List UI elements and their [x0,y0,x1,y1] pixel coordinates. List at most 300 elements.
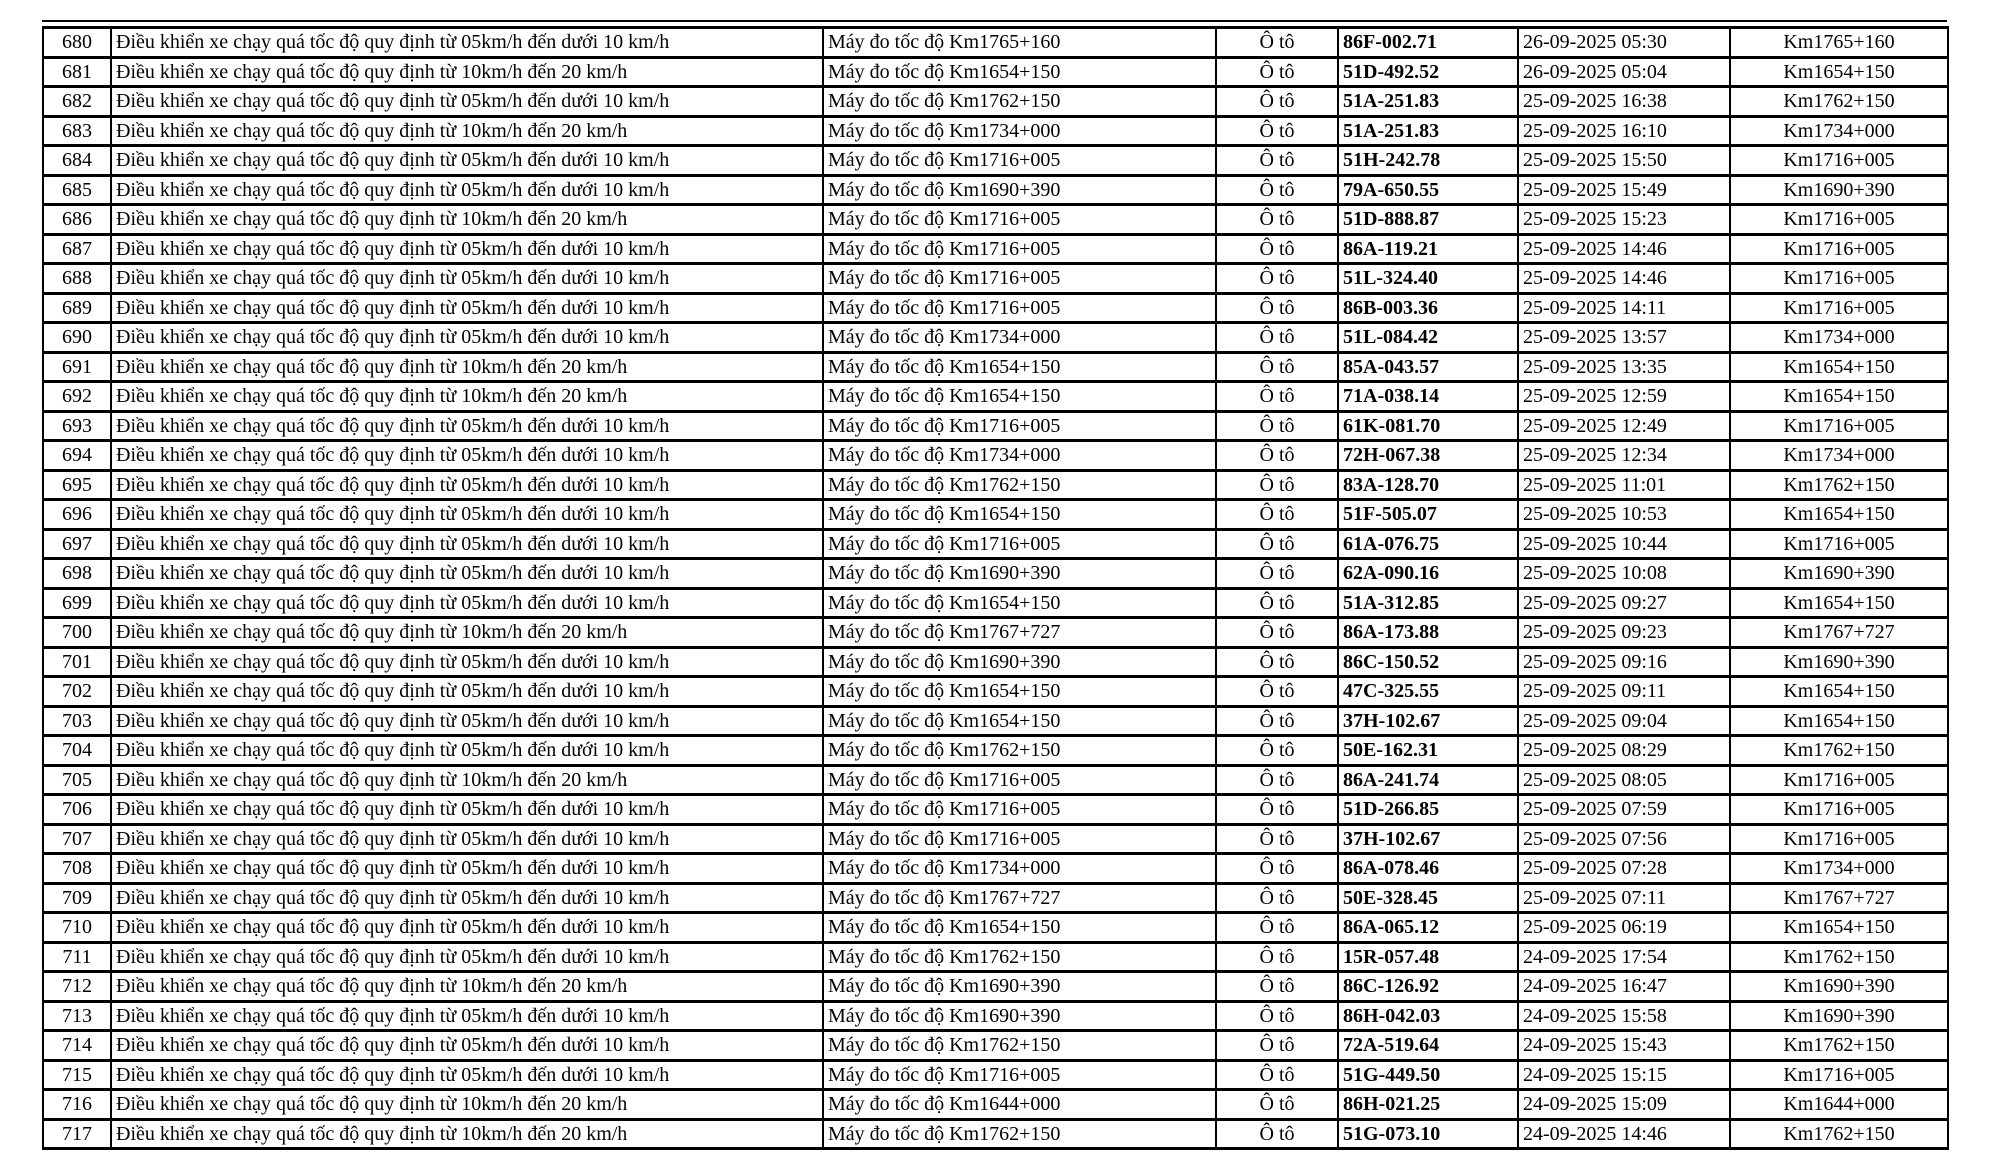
cell-row-number: 702 [43,677,111,707]
cell-violation-description: Điều khiển xe chạy quá tốc độ quy định từ 05km/h đến dưới 10 km/h [111,559,823,589]
cell-location: Km1690+390 [1730,559,1948,589]
cell-speed-device: Máy đo tốc độ Km1767+727 [823,618,1216,648]
cell-violation-datetime: 25-09-2025 15:50 [1518,146,1730,176]
cell-violation-description: Điều khiển xe chạy quá tốc độ quy định từ 05km/h đến dưới 10 km/h [111,677,823,707]
cell-violation-datetime: 25-09-2025 08:05 [1518,765,1730,795]
table-row [43,529,1948,559]
cell-violation-datetime: 26-09-2025 05:04 [1518,57,1730,87]
cell-license-plate: 37H-102.67 [1338,824,1518,854]
cell-row-number: 715 [43,1060,111,1090]
cell-violation-description: Điều khiển xe chạy quá tốc độ quy định từ 05km/h đến dưới 10 km/h [111,824,823,854]
cell-license-plate: 51H-242.78 [1338,146,1518,176]
cell-location: Km1762+150 [1730,87,1948,117]
cell-violation-description: Điều khiển xe chạy quá tốc độ quy định từ 05km/h đến dưới 10 km/h [111,795,823,825]
cell-speed-device: Máy đo tốc độ Km1654+150 [823,913,1216,943]
cell-license-plate: 51G-449.50 [1338,1060,1518,1090]
cell-location: Km1762+150 [1730,942,1948,972]
table-row [43,411,1948,441]
cell-violation-description: Điều khiển xe chạy quá tốc độ quy định từ 10km/h đến 20 km/h [111,382,823,412]
cell-location: Km1716+005 [1730,293,1948,323]
cell-vehicle-type: Ô tô [1216,736,1338,766]
cell-row-number: 693 [43,411,111,441]
cell-vehicle-type: Ô tô [1216,913,1338,943]
cell-vehicle-type: Ô tô [1216,116,1338,146]
cell-violation-datetime: 25-09-2025 10:53 [1518,500,1730,530]
table-row [43,647,1948,677]
cell-license-plate: 47C-325.55 [1338,677,1518,707]
cell-violation-description: Điều khiển xe chạy quá tốc độ quy định từ 05km/h đến dưới 10 km/h [111,500,823,530]
cell-speed-device: Máy đo tốc độ Km1716+005 [823,205,1216,235]
cell-license-plate: 51F-505.07 [1338,500,1518,530]
cell-violation-datetime: 25-09-2025 09:04 [1518,706,1730,736]
cell-speed-device: Máy đo tốc độ Km1762+150 [823,942,1216,972]
cell-row-number: 716 [43,1090,111,1120]
cell-row-number: 682 [43,87,111,117]
cell-violation-datetime: 25-09-2025 07:59 [1518,795,1730,825]
cell-speed-device: Máy đo tốc độ Km1690+390 [823,1001,1216,1031]
table-row [43,234,1948,264]
cell-vehicle-type: Ô tô [1216,647,1338,677]
cell-violation-datetime: 25-09-2025 10:44 [1518,529,1730,559]
cell-license-plate: 50E-162.31 [1338,736,1518,766]
cell-violation-description: Điều khiển xe chạy quá tốc độ quy định từ 05km/h đến dưới 10 km/h [111,854,823,884]
cell-speed-device: Máy đo tốc độ Km1762+150 [823,470,1216,500]
cell-license-plate: 51D-492.52 [1338,57,1518,87]
cell-speed-device: Máy đo tốc độ Km1644+000 [823,1090,1216,1120]
cell-speed-device: Máy đo tốc độ Km1716+005 [823,264,1216,294]
cell-violation-description: Điều khiển xe chạy quá tốc độ quy định từ 05km/h đến dưới 10 km/h [111,706,823,736]
table-row [43,323,1948,353]
cell-row-number: 680 [43,28,111,58]
cell-speed-device: Máy đo tốc độ Km1690+390 [823,972,1216,1002]
cell-license-plate: 15R-057.48 [1338,942,1518,972]
cell-speed-device: Máy đo tốc độ Km1762+150 [823,736,1216,766]
cell-row-number: 714 [43,1031,111,1061]
cell-row-number: 689 [43,293,111,323]
cell-violation-description: Điều khiển xe chạy quá tốc độ quy định từ 05km/h đến dưới 10 km/h [111,293,823,323]
cell-row-number: 697 [43,529,111,559]
cell-vehicle-type: Ô tô [1216,205,1338,235]
cell-license-plate: 86C-150.52 [1338,647,1518,677]
table-row [43,470,1948,500]
cell-location: Km1734+000 [1730,854,1948,884]
table-row [43,1060,1948,1090]
cell-row-number: 687 [43,234,111,264]
cell-speed-device: Máy đo tốc độ Km1690+390 [823,647,1216,677]
cell-violation-datetime: 25-09-2025 15:23 [1518,205,1730,235]
cell-license-plate: 72A-519.64 [1338,1031,1518,1061]
cell-violation-description: Điều khiển xe chạy quá tốc độ quy định từ 05km/h đến dưới 10 km/h [111,146,823,176]
cell-violation-description: Điều khiển xe chạy quá tốc độ quy định từ 05km/h đến dưới 10 km/h [111,264,823,294]
cell-violation-datetime: 25-09-2025 14:11 [1518,293,1730,323]
cell-license-plate: 50E-328.45 [1338,883,1518,913]
cell-speed-device: Máy đo tốc độ Km1654+150 [823,352,1216,382]
cell-violation-datetime: 24-09-2025 16:47 [1518,972,1730,1002]
cell-location: Km1716+005 [1730,411,1948,441]
table-row [43,264,1948,294]
cell-vehicle-type: Ô tô [1216,824,1338,854]
cell-violation-datetime: 25-09-2025 12:49 [1518,411,1730,441]
cell-vehicle-type: Ô tô [1216,706,1338,736]
cell-violation-datetime: 25-09-2025 06:19 [1518,913,1730,943]
cell-location: Km1690+390 [1730,647,1948,677]
cell-speed-device: Máy đo tốc độ Km1716+005 [823,293,1216,323]
cell-row-number: 717 [43,1119,111,1149]
cell-location: Km1654+150 [1730,352,1948,382]
table-row [43,175,1948,205]
cell-speed-device: Máy đo tốc độ Km1654+150 [823,677,1216,707]
cell-row-number: 698 [43,559,111,589]
cell-license-plate: 61A-076.75 [1338,529,1518,559]
cell-row-number: 708 [43,854,111,884]
cell-license-plate: 86A-119.21 [1338,234,1518,264]
table-row [43,706,1948,736]
cell-violation-datetime: 24-09-2025 15:58 [1518,1001,1730,1031]
cell-license-plate: 79A-650.55 [1338,175,1518,205]
cell-violation-datetime: 24-09-2025 15:15 [1518,1060,1730,1090]
cell-violation-datetime: 24-09-2025 15:09 [1518,1090,1730,1120]
cell-violation-datetime: 24-09-2025 17:54 [1518,942,1730,972]
table-row [43,293,1948,323]
cell-row-number: 711 [43,942,111,972]
cell-violation-description: Điều khiển xe chạy quá tốc độ quy định từ 05km/h đến dưới 10 km/h [111,1031,823,1061]
cell-license-plate: 51L-084.42 [1338,323,1518,353]
cell-row-number: 691 [43,352,111,382]
cell-row-number: 684 [43,146,111,176]
cell-location: Km1716+005 [1730,234,1948,264]
cell-vehicle-type: Ô tô [1216,352,1338,382]
table-row [43,618,1948,648]
cell-vehicle-type: Ô tô [1216,677,1338,707]
table-row [43,1031,1948,1061]
cell-violation-description: Điều khiển xe chạy quá tốc độ quy định từ 05km/h đến dưới 10 km/h [111,529,823,559]
cell-vehicle-type: Ô tô [1216,765,1338,795]
table-row [43,1001,1948,1031]
cell-violation-description: Điều khiển xe chạy quá tốc độ quy định từ 10km/h đến 20 km/h [111,618,823,648]
cell-violation-datetime: 25-09-2025 16:38 [1518,87,1730,117]
table-row [43,205,1948,235]
cell-location: Km1767+727 [1730,883,1948,913]
cell-violation-datetime: 25-09-2025 09:23 [1518,618,1730,648]
cell-speed-device: Máy đo tốc độ Km1716+005 [823,765,1216,795]
table-row [43,854,1948,884]
cell-vehicle-type: Ô tô [1216,234,1338,264]
cell-violation-datetime: 25-09-2025 13:57 [1518,323,1730,353]
table-row [43,736,1948,766]
cell-violation-datetime: 25-09-2025 10:08 [1518,559,1730,589]
cell-location: Km1654+150 [1730,57,1948,87]
cell-location: Km1690+390 [1730,972,1948,1002]
cell-vehicle-type: Ô tô [1216,559,1338,589]
cell-location: Km1734+000 [1730,116,1948,146]
table-row [43,824,1948,854]
cell-violation-description: Điều khiển xe chạy quá tốc độ quy định từ 10km/h đến 20 km/h [111,57,823,87]
cell-row-number: 707 [43,824,111,854]
cell-speed-device: Máy đo tốc độ Km1654+150 [823,382,1216,412]
cell-vehicle-type: Ô tô [1216,146,1338,176]
cell-speed-device: Máy đo tốc độ Km1762+150 [823,87,1216,117]
cell-violation-datetime: 25-09-2025 09:27 [1518,588,1730,618]
cell-violation-description: Điều khiển xe chạy quá tốc độ quy định từ 05km/h đến dưới 10 km/h [111,411,823,441]
cell-license-plate: 51D-888.87 [1338,205,1518,235]
cell-speed-device: Máy đo tốc độ Km1767+727 [823,883,1216,913]
cell-violation-datetime: 25-09-2025 08:29 [1518,736,1730,766]
table-row [43,500,1948,530]
table-row [43,382,1948,412]
cell-violation-datetime: 25-09-2025 09:16 [1518,647,1730,677]
cell-row-number: 703 [43,706,111,736]
cell-violation-description: Điều khiển xe chạy quá tốc độ quy định từ 10km/h đến 20 km/h [111,1119,823,1149]
cell-vehicle-type: Ô tô [1216,441,1338,471]
cell-violation-description: Điều khiển xe chạy quá tốc độ quy định từ 10km/h đến 20 km/h [111,1090,823,1120]
cell-speed-device: Máy đo tốc độ Km1716+005 [823,529,1216,559]
cell-vehicle-type: Ô tô [1216,87,1338,117]
cell-location: Km1690+390 [1730,1001,1948,1031]
cell-location: Km1716+005 [1730,795,1948,825]
cell-violation-datetime: 25-09-2025 14:46 [1518,264,1730,294]
cell-speed-device: Máy đo tốc độ Km1654+150 [823,706,1216,736]
cell-vehicle-type: Ô tô [1216,175,1338,205]
cell-vehicle-type: Ô tô [1216,883,1338,913]
cell-violation-description: Điều khiển xe chạy quá tốc độ quy định từ 05km/h đến dưới 10 km/h [111,883,823,913]
cell-license-plate: 85A-043.57 [1338,352,1518,382]
cell-speed-device: Máy đo tốc độ Km1762+150 [823,1119,1216,1149]
cell-violation-description: Điều khiển xe chạy quá tốc độ quy định từ 05km/h đến dưới 10 km/h [111,175,823,205]
cell-location: Km1654+150 [1730,382,1948,412]
cell-row-number: 696 [43,500,111,530]
table-row [43,765,1948,795]
cell-location: Km1716+005 [1730,146,1948,176]
cell-location: Km1716+005 [1730,824,1948,854]
table-row [43,146,1948,176]
cell-location: Km1765+160 [1730,28,1948,58]
cell-speed-device: Máy đo tốc độ Km1716+005 [823,824,1216,854]
cell-row-number: 712 [43,972,111,1002]
cell-violation-description: Điều khiển xe chạy quá tốc độ quy định từ 10km/h đến 20 km/h [111,765,823,795]
cell-row-number: 683 [43,116,111,146]
cell-row-number: 695 [43,470,111,500]
cell-violation-description: Điều khiển xe chạy quá tốc độ quy định từ 05km/h đến dưới 10 km/h [111,736,823,766]
cell-location: Km1762+150 [1730,1031,1948,1061]
cell-location: Km1762+150 [1730,736,1948,766]
cell-location: Km1716+005 [1730,529,1948,559]
cell-speed-device: Máy đo tốc độ Km1734+000 [823,854,1216,884]
cell-speed-device: Máy đo tốc độ Km1734+000 [823,441,1216,471]
cell-violation-description: Điều khiển xe chạy quá tốc độ quy định từ 10km/h đến 20 km/h [111,116,823,146]
cell-license-plate: 86H-042.03 [1338,1001,1518,1031]
cell-row-number: 706 [43,795,111,825]
cell-vehicle-type: Ô tô [1216,1090,1338,1120]
cell-location: Km1716+005 [1730,1060,1948,1090]
cell-violation-datetime: 24-09-2025 15:43 [1518,1031,1730,1061]
table-row [43,116,1948,146]
cell-vehicle-type: Ô tô [1216,323,1338,353]
cell-location: Km1654+150 [1730,706,1948,736]
cell-violation-datetime: 25-09-2025 12:59 [1518,382,1730,412]
cell-row-number: 710 [43,913,111,943]
cell-violation-datetime: 25-09-2025 07:56 [1518,824,1730,854]
violations-table-body [43,28,1948,1149]
cell-license-plate: 86A-078.46 [1338,854,1518,884]
cell-violation-datetime: 25-09-2025 09:11 [1518,677,1730,707]
cell-row-number: 705 [43,765,111,795]
cell-vehicle-type: Ô tô [1216,618,1338,648]
cell-violation-datetime: 25-09-2025 14:46 [1518,234,1730,264]
cell-violation-description: Điều khiển xe chạy quá tốc độ quy định từ 10km/h đến 20 km/h [111,352,823,382]
cell-row-number: 688 [43,264,111,294]
table-row [43,559,1948,589]
cell-speed-device: Máy đo tốc độ Km1734+000 [823,323,1216,353]
cell-location: Km1762+150 [1730,470,1948,500]
previous-row-border-fragment [42,20,1947,22]
cell-violation-description: Điều khiển xe chạy quá tốc độ quy định từ 10km/h đến 20 km/h [111,205,823,235]
cell-violation-datetime: 25-09-2025 15:49 [1518,175,1730,205]
cell-vehicle-type: Ô tô [1216,972,1338,1002]
cell-vehicle-type: Ô tô [1216,293,1338,323]
table-row [43,942,1948,972]
cell-violation-datetime: 25-09-2025 13:35 [1518,352,1730,382]
cell-speed-device: Máy đo tốc độ Km1716+005 [823,1060,1216,1090]
cell-speed-device: Máy đo tốc độ Km1654+150 [823,500,1216,530]
cell-location: Km1734+000 [1730,441,1948,471]
cell-location: Km1716+005 [1730,765,1948,795]
cell-location: Km1690+390 [1730,175,1948,205]
cell-speed-device: Máy đo tốc độ Km1716+005 [823,411,1216,441]
cell-vehicle-type: Ô tô [1216,1060,1338,1090]
cell-location: Km1654+150 [1730,500,1948,530]
cell-violation-datetime: 25-09-2025 11:01 [1518,470,1730,500]
table-row [43,87,1948,117]
table-row [43,352,1948,382]
table-row [43,972,1948,1002]
table-row [43,441,1948,471]
table-row [43,588,1948,618]
cell-speed-device: Máy đo tốc độ Km1765+160 [823,28,1216,58]
table-row [43,795,1948,825]
cell-license-plate: 86B-003.36 [1338,293,1518,323]
cell-license-plate: 51L-324.40 [1338,264,1518,294]
cell-violation-description: Điều khiển xe chạy quá tốc độ quy định từ 05km/h đến dưới 10 km/h [111,913,823,943]
cell-violation-description: Điều khiển xe chạy quá tốc độ quy định từ 05km/h đến dưới 10 km/h [111,942,823,972]
cell-row-number: 701 [43,647,111,677]
cell-violation-description: Điều khiển xe chạy quá tốc độ quy định từ 05km/h đến dưới 10 km/h [111,1001,823,1031]
cell-vehicle-type: Ô tô [1216,411,1338,441]
cell-row-number: 690 [43,323,111,353]
cell-row-number: 699 [43,588,111,618]
cell-row-number: 709 [43,883,111,913]
cell-license-plate: 51G-073.10 [1338,1119,1518,1149]
table-row [43,1119,1948,1149]
cell-location: Km1734+000 [1730,323,1948,353]
cell-violation-datetime: 25-09-2025 16:10 [1518,116,1730,146]
cell-license-plate: 51A-312.85 [1338,588,1518,618]
cell-license-plate: 72H-067.38 [1338,441,1518,471]
cell-speed-device: Máy đo tốc độ Km1716+005 [823,234,1216,264]
cell-vehicle-type: Ô tô [1216,1031,1338,1061]
cell-violation-datetime: 25-09-2025 07:28 [1518,854,1730,884]
table-row [43,677,1948,707]
cell-vehicle-type: Ô tô [1216,57,1338,87]
cell-vehicle-type: Ô tô [1216,470,1338,500]
cell-row-number: 681 [43,57,111,87]
table-row [43,57,1948,87]
cell-location: Km1767+727 [1730,618,1948,648]
cell-violation-datetime: 25-09-2025 07:11 [1518,883,1730,913]
cell-location: Km1654+150 [1730,588,1948,618]
cell-violation-description: Điều khiển xe chạy quá tốc độ quy định từ 05km/h đến dưới 10 km/h [111,470,823,500]
cell-violation-description: Điều khiển xe chạy quá tốc độ quy định từ 05km/h đến dưới 10 km/h [111,647,823,677]
cell-speed-device: Máy đo tốc độ Km1716+005 [823,795,1216,825]
cell-license-plate: 86A-173.88 [1338,618,1518,648]
cell-violation-description: Điều khiển xe chạy quá tốc độ quy định từ 05km/h đến dưới 10 km/h [111,1060,823,1090]
cell-license-plate: 37H-102.67 [1338,706,1518,736]
cell-row-number: 686 [43,205,111,235]
table-row [43,913,1948,943]
cell-vehicle-type: Ô tô [1216,942,1338,972]
cell-row-number: 713 [43,1001,111,1031]
cell-violation-description: Điều khiển xe chạy quá tốc độ quy định từ 05km/h đến dưới 10 km/h [111,234,823,264]
cell-violation-description: Điều khiển xe chạy quá tốc độ quy định từ 05km/h đến dưới 10 km/h [111,441,823,471]
cell-vehicle-type: Ô tô [1216,588,1338,618]
cell-license-plate: 51A-251.83 [1338,87,1518,117]
cell-vehicle-type: Ô tô [1216,854,1338,884]
table-row [43,883,1948,913]
cell-license-plate: 51D-266.85 [1338,795,1518,825]
cell-row-number: 685 [43,175,111,205]
cell-vehicle-type: Ô tô [1216,382,1338,412]
cell-row-number: 700 [43,618,111,648]
cell-speed-device: Máy đo tốc độ Km1654+150 [823,588,1216,618]
cell-speed-device: Máy đo tốc độ Km1690+390 [823,559,1216,589]
cell-license-plate: 51A-251.83 [1338,116,1518,146]
cell-license-plate: 86F-002.71 [1338,28,1518,58]
cell-vehicle-type: Ô tô [1216,529,1338,559]
cell-violation-description: Điều khiển xe chạy quá tốc độ quy định từ 05km/h đến dưới 10 km/h [111,323,823,353]
cell-vehicle-type: Ô tô [1216,28,1338,58]
cell-license-plate: 86H-021.25 [1338,1090,1518,1120]
cell-row-number: 694 [43,441,111,471]
table-row [43,28,1948,58]
cell-location: Km1644+000 [1730,1090,1948,1120]
violations-table [42,26,1949,1150]
cell-vehicle-type: Ô tô [1216,1001,1338,1031]
cell-violation-description: Điều khiển xe chạy quá tốc độ quy định từ 10km/h đến 20 km/h [111,972,823,1002]
cell-location: Km1716+005 [1730,205,1948,235]
cell-violation-description: Điều khiển xe chạy quá tốc độ quy định từ 05km/h đến dưới 10 km/h [111,28,823,58]
cell-vehicle-type: Ô tô [1216,500,1338,530]
cell-vehicle-type: Ô tô [1216,1119,1338,1149]
cell-license-plate: 83A-128.70 [1338,470,1518,500]
cell-speed-device: Máy đo tốc độ Km1716+005 [823,146,1216,176]
cell-violation-description: Điều khiển xe chạy quá tốc độ quy định từ 05km/h đến dưới 10 km/h [111,588,823,618]
cell-row-number: 692 [43,382,111,412]
cell-speed-device: Máy đo tốc độ Km1762+150 [823,1031,1216,1061]
cell-license-plate: 86A-241.74 [1338,765,1518,795]
table-row [43,1090,1948,1120]
cell-speed-device: Máy đo tốc độ Km1654+150 [823,57,1216,87]
cell-violation-datetime: 25-09-2025 12:34 [1518,441,1730,471]
cell-location: Km1654+150 [1730,913,1948,943]
cell-speed-device: Máy đo tốc độ Km1690+390 [823,175,1216,205]
cell-location: Km1716+005 [1730,264,1948,294]
cell-license-plate: 71A-038.14 [1338,382,1518,412]
cell-vehicle-type: Ô tô [1216,264,1338,294]
cell-license-plate: 61K-081.70 [1338,411,1518,441]
cell-location: Km1654+150 [1730,677,1948,707]
cell-violation-datetime: 26-09-2025 05:30 [1518,28,1730,58]
cell-violation-datetime: 24-09-2025 14:46 [1518,1119,1730,1149]
cell-vehicle-type: Ô tô [1216,795,1338,825]
